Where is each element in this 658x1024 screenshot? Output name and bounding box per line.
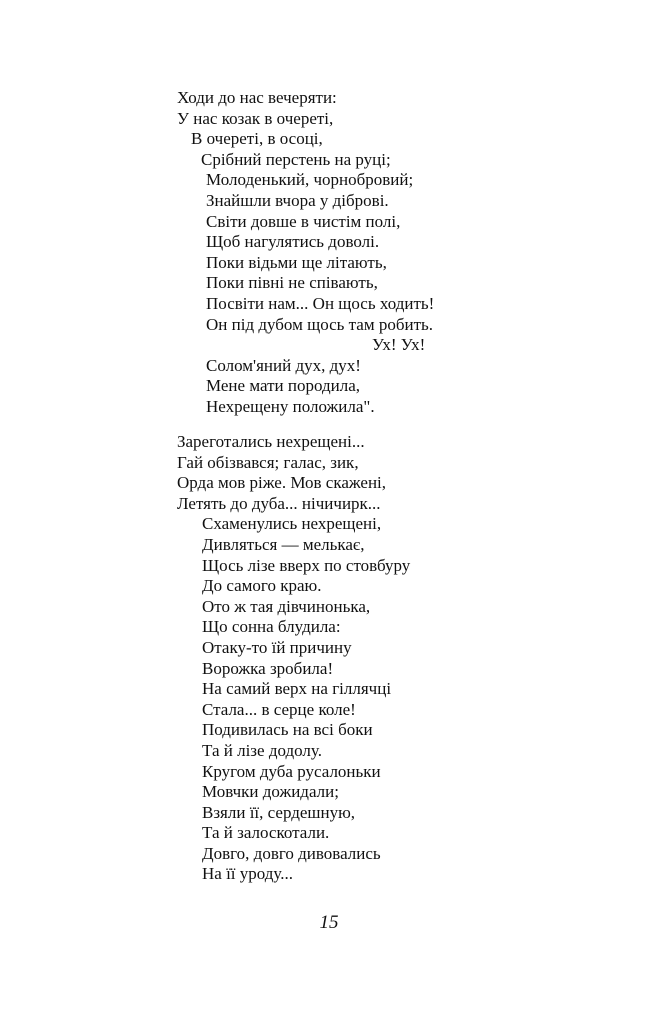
poem-line: Зареготались нехрещені... [177, 432, 365, 451]
poem-line: Мене мати породила, [206, 376, 360, 396]
poem-line: Ворожка зробила! [202, 658, 334, 678]
poem-line: Орда мов ріже. Мов скажені, [177, 473, 387, 493]
poem-line: До самого краю. [202, 576, 322, 596]
poem-line: Отаку-то їй причину [202, 637, 352, 657]
poem-line: Молоденький, чорнобровий; [206, 170, 414, 190]
poem-line: Стала... в серце коле! [202, 699, 356, 719]
poem-line: Кругом дуба русалоньки [202, 761, 381, 781]
poem-line: Знайшли вчора у діброві. [206, 190, 389, 210]
stanza-1 [0, 88, 658, 418]
poem-line: Поки відьми ще літають, [206, 252, 387, 272]
poem-line: Нехрещену положила". [206, 396, 375, 416]
poem-line: Мовчки дожидали; [202, 782, 339, 802]
poem-line: Схаменулись нехрещені, [202, 514, 382, 534]
poem-line: Ух! Ух! [372, 335, 426, 355]
poem-line: Посвіти нам... Он щось ходить! [206, 293, 435, 313]
poem-line: В очереті, в осоці, [191, 129, 323, 149]
poem-line: Щось лізе вверх по стовбуру [202, 555, 411, 575]
poem-line: Взяли її, сердешную, [202, 802, 356, 822]
poem-line: Гай обізвався; галас, зик, [177, 452, 359, 472]
poem-line: Подивилась на всі боки [202, 720, 373, 740]
poem-line: Поки півні не співають, [206, 273, 378, 293]
stanza-2 [0, 432, 658, 885]
page-number: 15 [319, 912, 339, 933]
poem-line: На самий верх на гіллячці [202, 679, 392, 699]
poem-line: На її уроду... [202, 864, 293, 884]
poem-line: Солом'яний дух, дух! [206, 355, 361, 375]
poem-line: Що сонна блудила: [202, 617, 341, 637]
poem-line: Та й лізе додолу. [202, 740, 322, 760]
poem-line: У нас козак в очереті, [177, 108, 334, 128]
poem-line: Он під дубом щось там робить. [206, 314, 434, 334]
poem-line: Срібний перстень на руці; [201, 149, 391, 169]
poem-line: Світи довше в чистім полі, [206, 211, 401, 231]
poem-line: Дивляться — мелькає, [202, 534, 365, 554]
poem-line: Та й залоскотали. [202, 823, 330, 843]
poem-line: Летять до дуба... нічичирк... [177, 493, 381, 513]
poem-line: Довго, довго дивовались [202, 843, 381, 863]
poem-line: Щоб нагулятись доволі. [206, 232, 380, 252]
poem-line: Ото ж тая дівчинонька, [202, 596, 371, 616]
poem-line: Ходи до нас вечеряти: [177, 88, 337, 107]
